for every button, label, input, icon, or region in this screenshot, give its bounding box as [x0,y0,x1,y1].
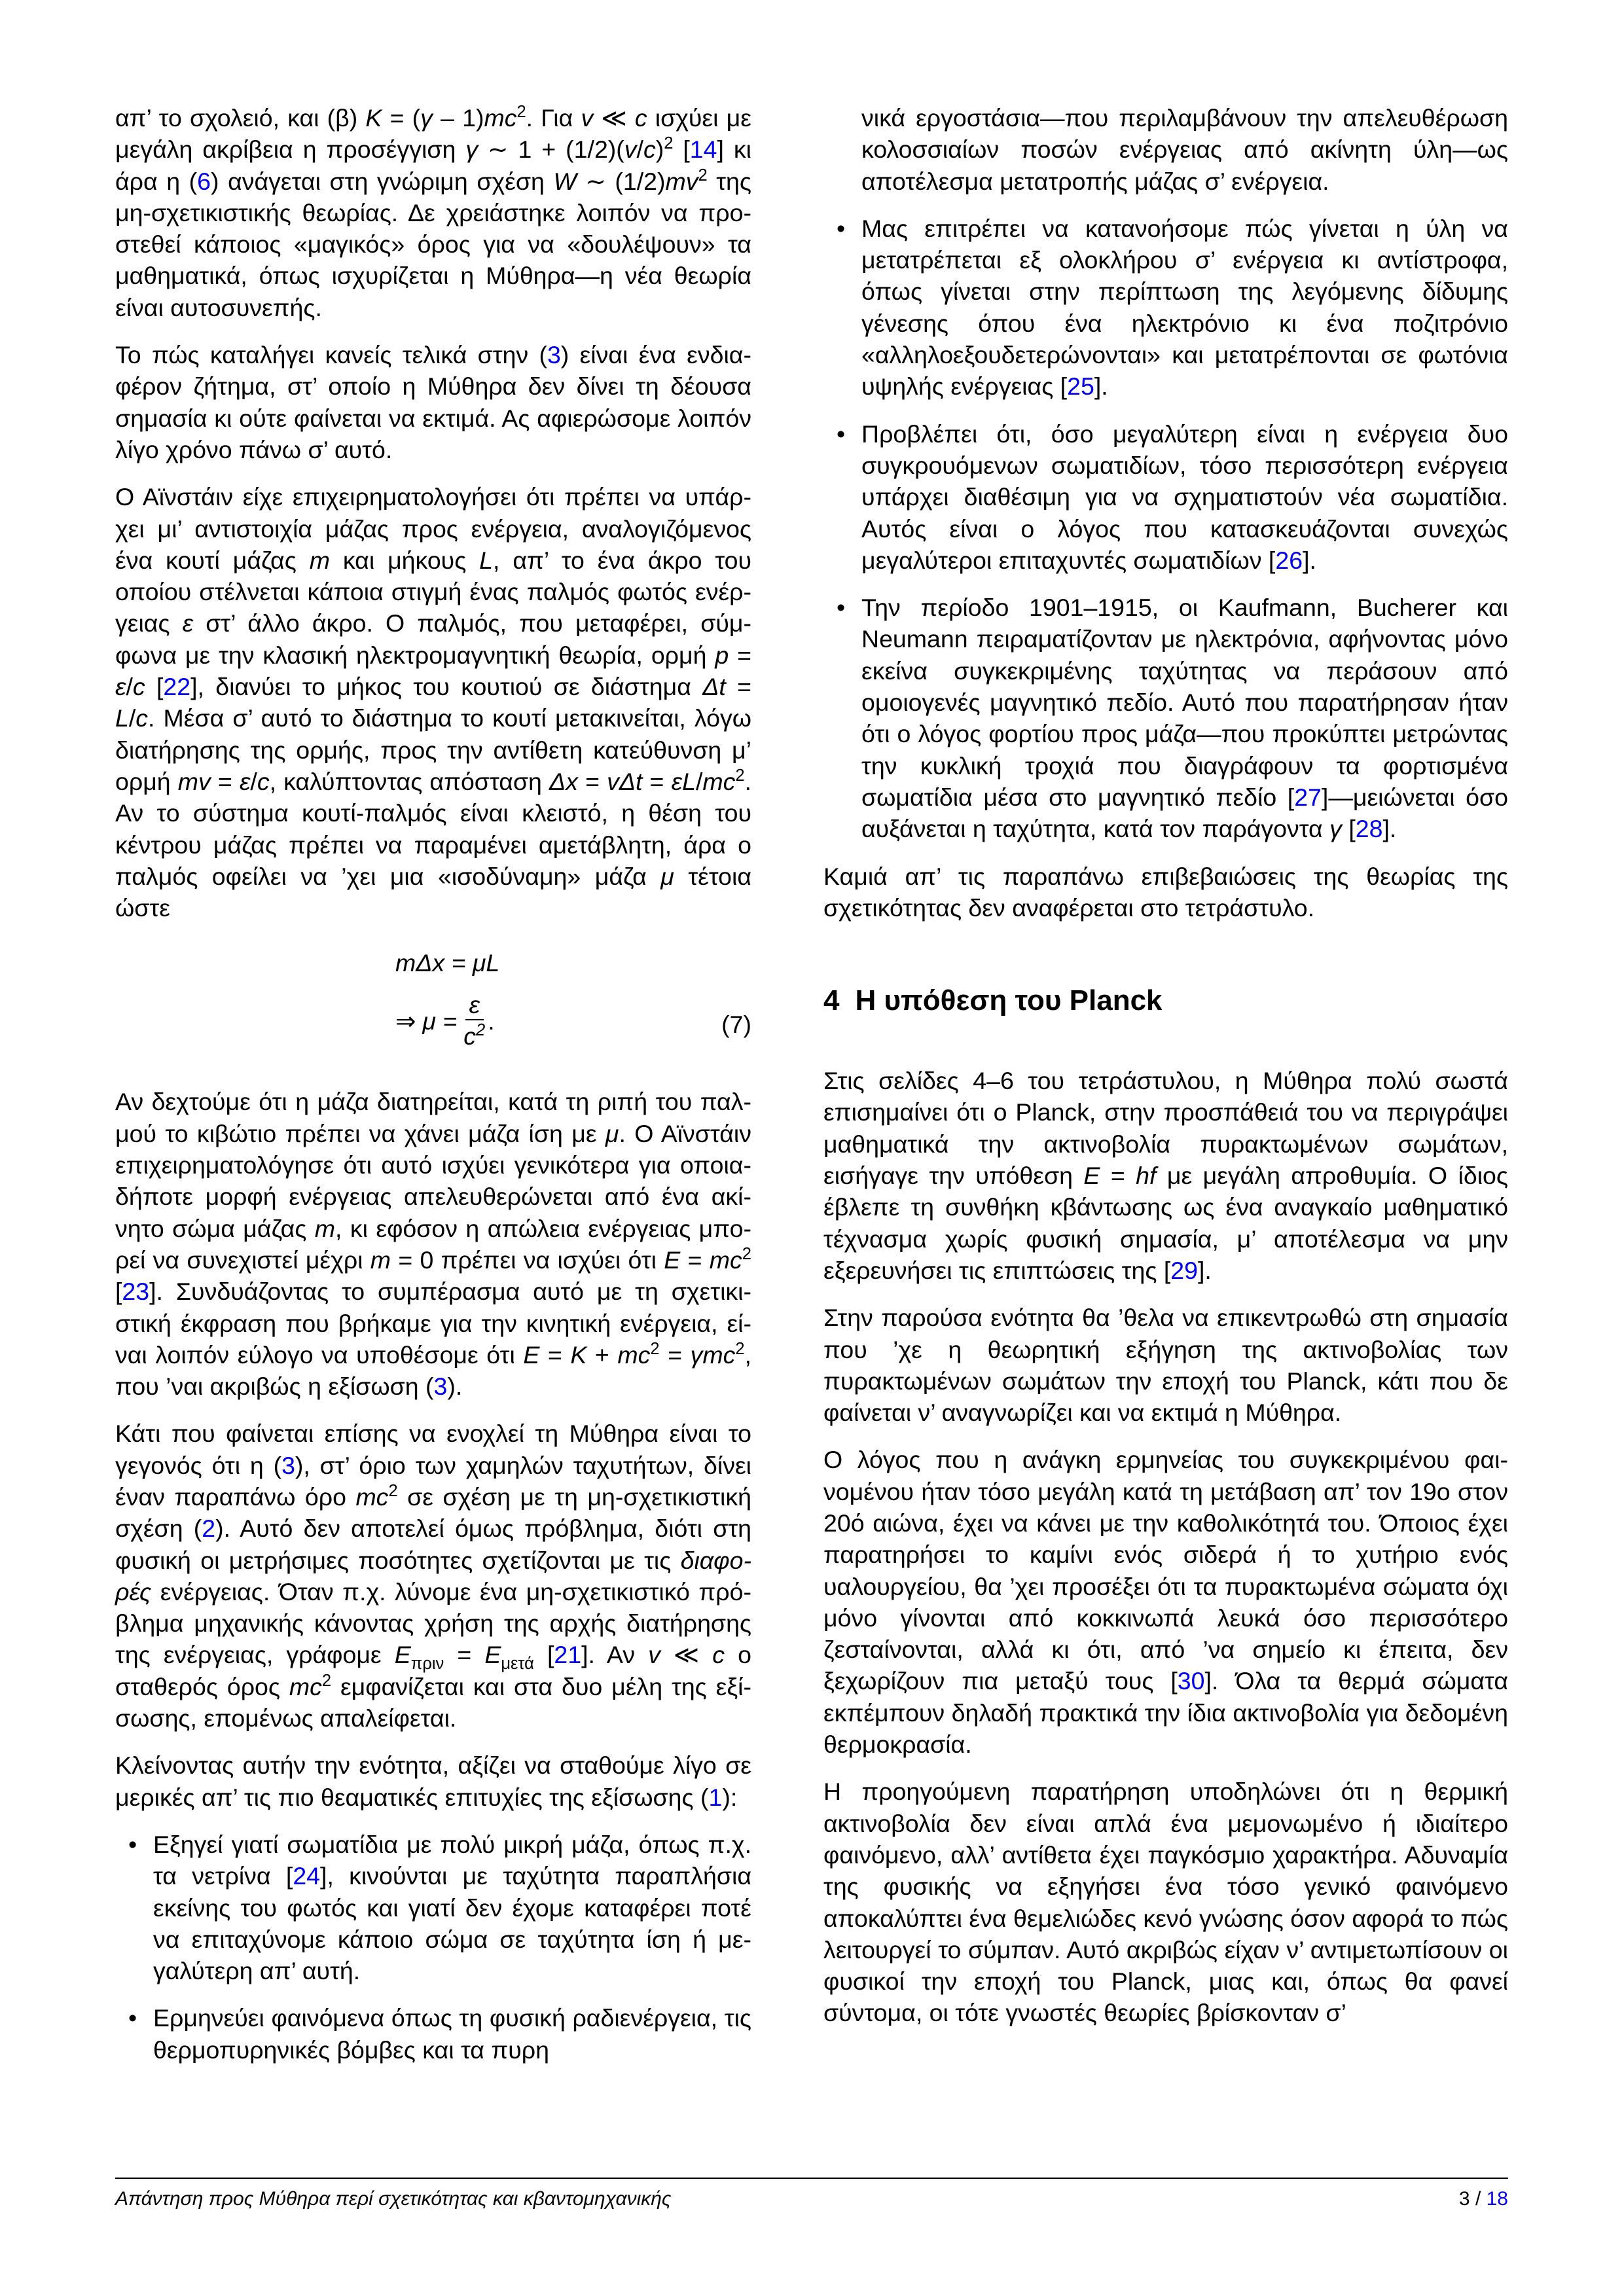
text-run: σε σχέση με τη μη-σχετικιστική σχέση ( [115,1482,751,1543]
text-run: [ [533,1641,554,1669]
text-run: / [636,135,643,164]
math-symbol: v [624,135,637,164]
text-run: ]. Αν [581,1641,649,1669]
equation-line-2 [395,990,495,1052]
text-run: ): [722,1783,738,1811]
text-run: ο σταθερός όρος [115,1641,751,1700]
math-symbol: εL [671,767,696,795]
fraction-numerator: ε [465,990,484,1020]
bullet-icon: • [837,420,846,448]
list-item [823,592,1508,844]
text-run: + [586,1340,618,1369]
list-item [823,418,1508,576]
text-run: ≪ [660,1641,713,1669]
bullet-icon: • [837,214,846,242]
list-item [115,1829,751,1986]
text-run: , καλύπτοντας απόσταση [269,767,550,795]
reference-link[interactable]: 14 [689,135,717,164]
text-run: = [210,767,240,795]
reference-link[interactable]: 29 [1170,1256,1198,1284]
equation-line-1: mΔx = μL [395,949,500,977]
math-symbol: E [523,1340,540,1369]
text-run: = 0 πρέπει να ισχύει ότι [391,1246,664,1274]
math-symbol: E [394,1641,411,1669]
text-run: εμφανίζεται και στα δυο μέλη της εξίσωσης, επομένως απαλείφεται. [115,1672,751,1732]
paragraph [823,1444,1508,1760]
math-symbol: μ [605,1119,619,1147]
text-run: = [659,1340,691,1369]
math-symbol: hf [1136,1162,1157,1190]
math-symbol: L [115,704,129,732]
paragraph [823,1302,1508,1428]
left-column [115,102,751,2081]
text-run: . Για [526,104,581,132]
text-run: / [128,704,136,732]
text-run: ) είναι ένα ενδιαφέρον ζήτημα, στ’ οποίο η Μύθηρα δεν δίνει τη δέουσα σημασία κι ούτε φαίνεται να εκτιμά. Ας αφιερώσομε λοιπόν λίγο χρόνο πάνω σ’ αυτό. [115,341,751,463]
text-run: ∼ 1 + (1/2)( [478,135,624,164]
reference-link[interactable]: 3 [281,1451,295,1479]
page-number [1459,2186,1508,2212]
superscript: 2 [516,102,526,121]
paragraph [115,102,751,323]
math-symbol: μ [660,862,674,890]
text-run: ]. Όλα τα θερμά σώματα εκπέμπουν δηλαδή πρακτικά την ίδια ακτινοβολία για δεδομένη θερμοκρασία. [823,1667,1508,1759]
text-run: ). Αυτό δεν αποτελεί όμως πρόβλημα, διότι στη φυσική οι μετρήσιμες ποσότητες σχετίζονται με τις [115,1515,752,1574]
text-run: ), στ’ όριο των χαμηλών ταχυτήτων, δίνει έναν παραπάνω όρο [115,1451,751,1511]
math-symbol: v [648,1641,660,1669]
bullet-icon: • [128,1830,137,1858]
math-symbol: Δx [549,767,578,795]
text-run: = [725,673,752,701]
superscript: 2 [742,1244,751,1263]
text-run: ]. [1382,815,1397,843]
text-run: ]. [1094,372,1108,401]
text-run: τέτοια ώστε [115,862,751,922]
text-run: Ο Αϊνστάιν είχε επιχειρηματολογήσει ότι πρέπει να υπάρχει μι’ αντιστοιχία μάζας προς ενέργεια, αναλογιζόμενος ένα κουτί μάζας [115,483,751,574]
superscript: 2 [735,1339,745,1358]
text-run: / [695,767,703,795]
text-run: [ [1341,815,1356,843]
text-run: [ [115,1278,122,1306]
text-run: = [577,767,607,795]
reference-link[interactable]: 2 [202,1515,216,1543]
superscript: 2 [388,1481,398,1500]
superscript: 2 [698,166,708,185]
text-run: = ( [382,104,421,132]
text-run: Στις σελίδες 4–6 του τετράστυλου, η Μύθηρα πολύ σωστά επισημαίνει ότι ο Planck, στην προσπάθειά του να περιγράψει μαθηματικά την ακτινοβολία πυρακτωμένων σωμάτων, εισήγαγε την υπόθεση [823,1067,1508,1190]
paragraph [115,1418,751,1734]
math-symbol: E [1083,1162,1100,1190]
list-item [823,213,1508,403]
math-symbol: mv [665,167,698,195]
text-run: Μας επιτρέπει να κατανοήσομε πώς γίνεται η ύλη να μετατρέπεται εξ ολοκλήρου σ’ ενέργεια κι αντίστροφα, όπως γίνεται στην περίπτωση της λεγόμενης δίδυμης γένεσης όπου ένα ηλεκτρόνιο κι ένα ποζιτρόνιο «αλληλοεξουδετερώνονται» και μετατρέπονται σε φωτόνια υψηλής ενέργειας [ [861,214,1508,401]
superscript: 2 [664,134,674,153]
text-run: [ [145,673,164,701]
math-symbol: ε [239,767,251,795]
math-symbol: γ [1329,815,1342,843]
math-symbol: c [132,673,145,701]
text-run: . Αν το σύστημα κουτί-παλμός είναι κλειστό, η θέση του κέντρου μάζας πρέπει να παραμένει αμετάβλητη, άρα ο παλμός οφείλει να ’χει μια «ισοδύναμη» μάζα [115,767,751,890]
text-run: Καμιά απ’ τις παραπάνω επιβεβαιώσεις της θεωρίας της σχετικότητας δεν αναφέρεται στο τετράστυλο. [823,862,1508,922]
text-run: ενέργειας. Όταν π.χ. λύνομε ένα μη-σχετικιστικό πρόβλημα μηχανικής κάνοντας χρήση της αρχής διατήρησης της ενέργειας, γράφομε [115,1577,751,1669]
bullet-list [115,1829,751,2066]
text-run: ≪ [593,104,635,132]
fraction-denominator: $c^2$ [463,1021,486,1050]
text-run: = [642,767,672,795]
text-run: = [729,641,751,669]
text-run: στ’ άλλο άκρο. Ο παλμός, που μεταφέρει, σύμφωνα με την κλασική ηλεκτρομαγνητική θεωρία, ορμή [115,609,751,669]
math-symbol: διαφορές [115,1546,751,1605]
text-run: με μεγάλη απροθυμία. Ο ίδιος έβλεπε τη συνθήκη κβάντωσης ως ένα αναγκαίο μαθηματικό τέχνασμα χωρίς φυσική σημασία, μ’ αποτέλεσμα να μην εξερευνήσει τις επιπτώσεις της [ [823,1162,1508,1284]
math-symbol: mc [355,1482,389,1511]
fraction [463,990,485,1052]
reference-link[interactable]: 30 [1177,1667,1205,1695]
math-symbol: mc [289,1672,322,1700]
math-symbol: mc [617,1340,651,1369]
bullet-icon: • [128,2004,137,2032]
text-run: = [1100,1162,1136,1190]
text-run: ] κι άρα η ( [115,135,752,195]
text-run: , κι εφόσον η απώλεια ενέργειας μπορεί να συνεχιστεί μέχρι [115,1214,751,1274]
text-run: ). [447,1372,463,1401]
text-run: Ο λόγος που η ανάγκη ερμηνείας του συγκεκριμένου φαινομένου ήταν τόσο μεγάλη κατά τη μετάβαση απ’ τον 19ο στον 20ό αιώνα, έχει να κάνει με την καθολικότητά του. Όποιος έχει παρατηρήσει το καμίνι ενός σιδερά ή το χυτήριο ενός υαλουργείου, θα ’χει προσέξει ότι τα πυρακτωμένα σώματα όχι μόνο γίνονται από κοκκινωπά λευκά όσο περισσότερο ζεσταίνονται, αλλά κι ότι, από ’να σημείο κι έπειτα, δεν ξεχωρίζουν πια μεταξύ τους [ [823,1446,1508,1695]
reference-link[interactable]: 6 [197,167,211,195]
math-symbol: W [553,167,577,195]
text-run: Αν δεχτούμε ότι η μάζα διατηρείται, κατά τη ριπή του παλμού το κιβώτιο πρέπει να χάνει μάζα ίση με [115,1088,751,1147]
math-symbol: c [643,135,656,164]
math-symbol: γ [420,104,433,132]
paragraph [115,481,751,924]
subscript: πριν [410,1655,444,1674]
bullet-icon: • [837,594,846,622]
math-symbol: c [634,104,647,132]
text-run: [ [673,135,690,164]
reference-link[interactable]: 24 [293,1862,321,1890]
text-run: Προβλέπει ότι, όσο μεγαλύτερη είναι η ενέργεια δυο συγκρουόμενων σωματιδίων, τόσο περισσότερη ενέργεια υπάρχει διαθέσιμη για να σχηματιστούν νέα σωματίδια. Αυτός είναι ο λόγος που κατασκευάζονται συνεχώς μεγαλύτεροι επιταχυντές σωματιδίων [ [861,420,1508,574]
paragraph [823,861,1508,924]
reference-link[interactable]: 28 [1355,815,1383,843]
text-run: Ερμηνεύει φαινόμενα όπως τη φυσική ραδιενέργεια, τις θερμοπυρηνικές βόμβες και τα πυρη [153,2004,751,2064]
text-run: Την περίοδο 1901–1915, οι Kaufmann, Bucherer και Neumann πειραματίζονταν με ηλεκτρόνια, αφήνοντας μόνο εκείνα συγκεκριμένης ταχύτητας να περάσουν από ομοιογενές μαγνητικό πεδίο. Αυτό που παρατήρησαν ήταν ότι ο λόγος φορτίου προς μάζα—που προκύπτει μετρώντας την κυκλική τροχιά που διαγράφουν τα φορτισμένα σωματίδια μέσα στο μαγνητικό πεδίο [ [861,594,1508,811]
math-symbol: Δt [702,673,726,701]
math-symbol: γmc [690,1340,736,1369]
paragraph [115,1086,751,1402]
math-symbol: c [135,704,149,732]
text-run: ]. [1197,1256,1212,1284]
text-run: Στην παρούσα ενότητα θα ’θελα να επικεντρωθώ στη σημασία που ’χε η θεωρητική εξήγηση της ακτινοβολίας των πυρακτωμένων σωμάτων την εποχή του Planck, κάτι που δε φαίνεται ν’ αναγνωρίζει και να εκτιμά η Μύθηρα. [823,1304,1508,1427]
text-run: Κάτι που φαίνεται επίσης να ενοχλεί τη Μύθηρα είναι το γεγονός ότι η ( [115,1420,751,1479]
footer-divider [115,2178,1508,2179]
math-symbol: mc [702,767,736,795]
text-run: νικά εργοστάσια—που περιλαμβάνουν την απελευθέρωση κολοσσιαίων ποσών ενέργειας από ακίνητη ύλη—ως αποτέλεσμα μετατροπής μάζας σ’ ενέργεια. [861,104,1508,195]
text-run: και μήκους [329,546,480,574]
paragraph [823,1776,1508,2028]
reference-link[interactable]: 3 [433,1372,448,1401]
list-item [823,102,1508,197]
paragraph [115,1749,751,1813]
text-run: / [250,767,257,795]
text-run: ) ανάγεται στη γνώριμη σχέση [211,167,554,195]
text-run: της μη-σχετικιστικής θεωρίας. Δε χρειάστηκε λοιπόν να προστεθεί κάποιος «μαγικός» όρος για να «δουλέψουν» τα μαθηματικά, όπως ισχυρίζεται η Μύθηρα—η νέα θεωρία είναι αυτοσυνεπής. [115,167,751,321]
text-run: . Ο Αϊνστάιν επιχειρηματολόγησε ότι αυτό ισχύει γενικότερα για οποιαδήποτε μορφή ενέργειας απελευθερώνεται από ένα ακίνητο σώμα μάζας [115,1119,751,1242]
reference-link[interactable]: 26 [1275,546,1303,574]
section-number: 4 [823,984,840,1017]
paragraph [115,339,751,465]
page-separator: / [1470,2188,1487,2210]
math-symbol: p [715,641,729,669]
text-run: απ’ το σχολειό, και (β) [115,104,366,132]
text-run: ) [655,135,664,164]
text-run: ]. Συνδυάζοντας το συμπέρασμα αυτό με τη σχετικιστική έκφραση που βρήκαμε για την κινητική ενέργεια, είναι λοιπόν εύλογο να υποθέσομε ότι [115,1278,751,1369]
math-symbol: L [479,546,494,574]
math-symbol: mc [484,104,517,132]
reference-link[interactable]: 22 [163,673,191,701]
math-symbol: v [581,104,594,132]
equation-lhs: μ = [422,1007,458,1035]
math-symbol: m [314,1214,336,1242]
math-symbol: c [712,1641,725,1669]
equation-period: . [488,1007,495,1035]
text-run: = [444,1641,485,1669]
text-run: ], κινούνται με ταχύτητα παραπλήσια εκείνης του φωτός και γιατί δεν έχομε καταφέρει ποτέ να επιταχύνομε κάποιο σώμα σε ταχύτητα ίση ή μεγαλύτερη απ’ αυτή. [153,1862,751,1985]
running-footer-title: Απάντηση προς Μύθηρα περί σχετικότητας και κβαντομηχανικής [115,2188,672,2210]
math-symbol: ε [182,609,194,637]
reference-link[interactable]: 25 [1067,372,1094,401]
text-run: Κλείνοντας αυτήν την ενότητα, αξίζει να σταθούμε λίγο σε μερικές απ’ τις πιο θεαματικές επιτυχίες της εξίσωσης ( [115,1751,751,1811]
implies-symbol: ⇒ [395,1007,416,1035]
page-current: 3 [1458,2188,1470,2210]
math-symbol: E [664,1246,681,1274]
text-run: . Μέσα σ’ αυτό το διάστημα το κουτί μετακινείται, λόγω διατήρησης της ορμής, προς την αντίθετη κατεύθυνση μ’ ορμή [115,704,751,795]
math-symbol: vΔt [607,767,643,795]
text-run: ισχύει με μεγάλη ακρίβεια η προσέγγιση [115,104,751,164]
paragraph [823,1065,1508,1286]
math-symbol: mv [177,767,211,795]
math-symbol: mc [709,1246,742,1274]
equation-number: (7) [721,1011,751,1039]
superscript: 2 [650,1339,660,1358]
text-run: ∼ (1/2) [576,167,666,195]
text-run: ], διανύει το μήκος του κουτιού σε διάστημα [190,673,703,701]
text-run: , που ’ναι ακριβώς η εξίσωση ( [115,1340,751,1401]
subscript: μετά [501,1655,534,1674]
bullet-list [823,102,1508,845]
text-run: – 1) [432,104,484,132]
text-run: Εξηγεί γιατί σωματίδια με πολύ μικρή μάζα, όπως π.χ. τα νετρίνα [ [153,1830,751,1890]
reference-link[interactable]: 21 [554,1641,582,1669]
section-title: Η υπόθεση του Planck [855,984,1163,1017]
superscript: 2 [735,766,745,785]
math-symbol: ε [115,673,126,701]
display-equation [115,939,751,1070]
math-symbol: γ [465,135,478,164]
text-run: Το πώς καταλήγει κανείς τελικά στην ( [115,341,547,369]
list-item [115,2002,751,2066]
math-symbol: m [370,1246,391,1274]
reference-link[interactable]: 27 [1294,783,1322,811]
reference-link[interactable]: 1 [708,1783,723,1811]
math-symbol: K [365,104,382,132]
section-heading [823,984,1508,1018]
text-run: / [126,673,133,701]
reference-link[interactable]: 3 [547,341,561,369]
math-symbol: K [570,1340,587,1369]
reference-link[interactable]: 23 [122,1278,150,1306]
text-run: , απ’ το ένα άκρο του οποίου στέλνεται κάποια στιγμή ένας παλμός φωτός ενέργειας [115,546,751,637]
text-run: ]. [1303,546,1316,574]
right-column [823,102,1508,2045]
text-run: = [680,1246,710,1274]
text-run: = [539,1340,571,1369]
text-run: ]—μειώνεται όσο αυξάνεται η ταχύτητα, κατά τον παράγοντα [861,783,1508,843]
superscript: 2 [321,1671,332,1690]
math-symbol: E [484,1641,501,1669]
page-total-link[interactable]: 18 [1486,2188,1508,2210]
text-run: Η προηγούμενη παρατήρηση υποδηλώνει ότι η θερμική ακτινοβολία δεν είναι απλά ένα μεμονωμένο ή ιδιαίτερο φαινόμενο, αλλ’ αντίθετα έχει παγκόσμιο χαρακτήρα. Αδυναμία της φυσικής να εξηγήσει ένα τόσο γενικό φαινόμενο αποκαλύπτει ένα θεμελιώδες κενό γνώσης όσον αφορά το πώς λειτουργεί το σύμπαν. Αυτό ακριβώς είχαν ν’ αντιμετωπίσουν οι φυσικοί την εποχή του Planck, μιας και, όπως θα φανεί σύντομα, οι τότε γνωστές θεωρίες βρίσκονταν σ’ [823,1778,1508,2027]
math-symbol: c [257,767,270,795]
math-symbol: m [309,546,330,574]
